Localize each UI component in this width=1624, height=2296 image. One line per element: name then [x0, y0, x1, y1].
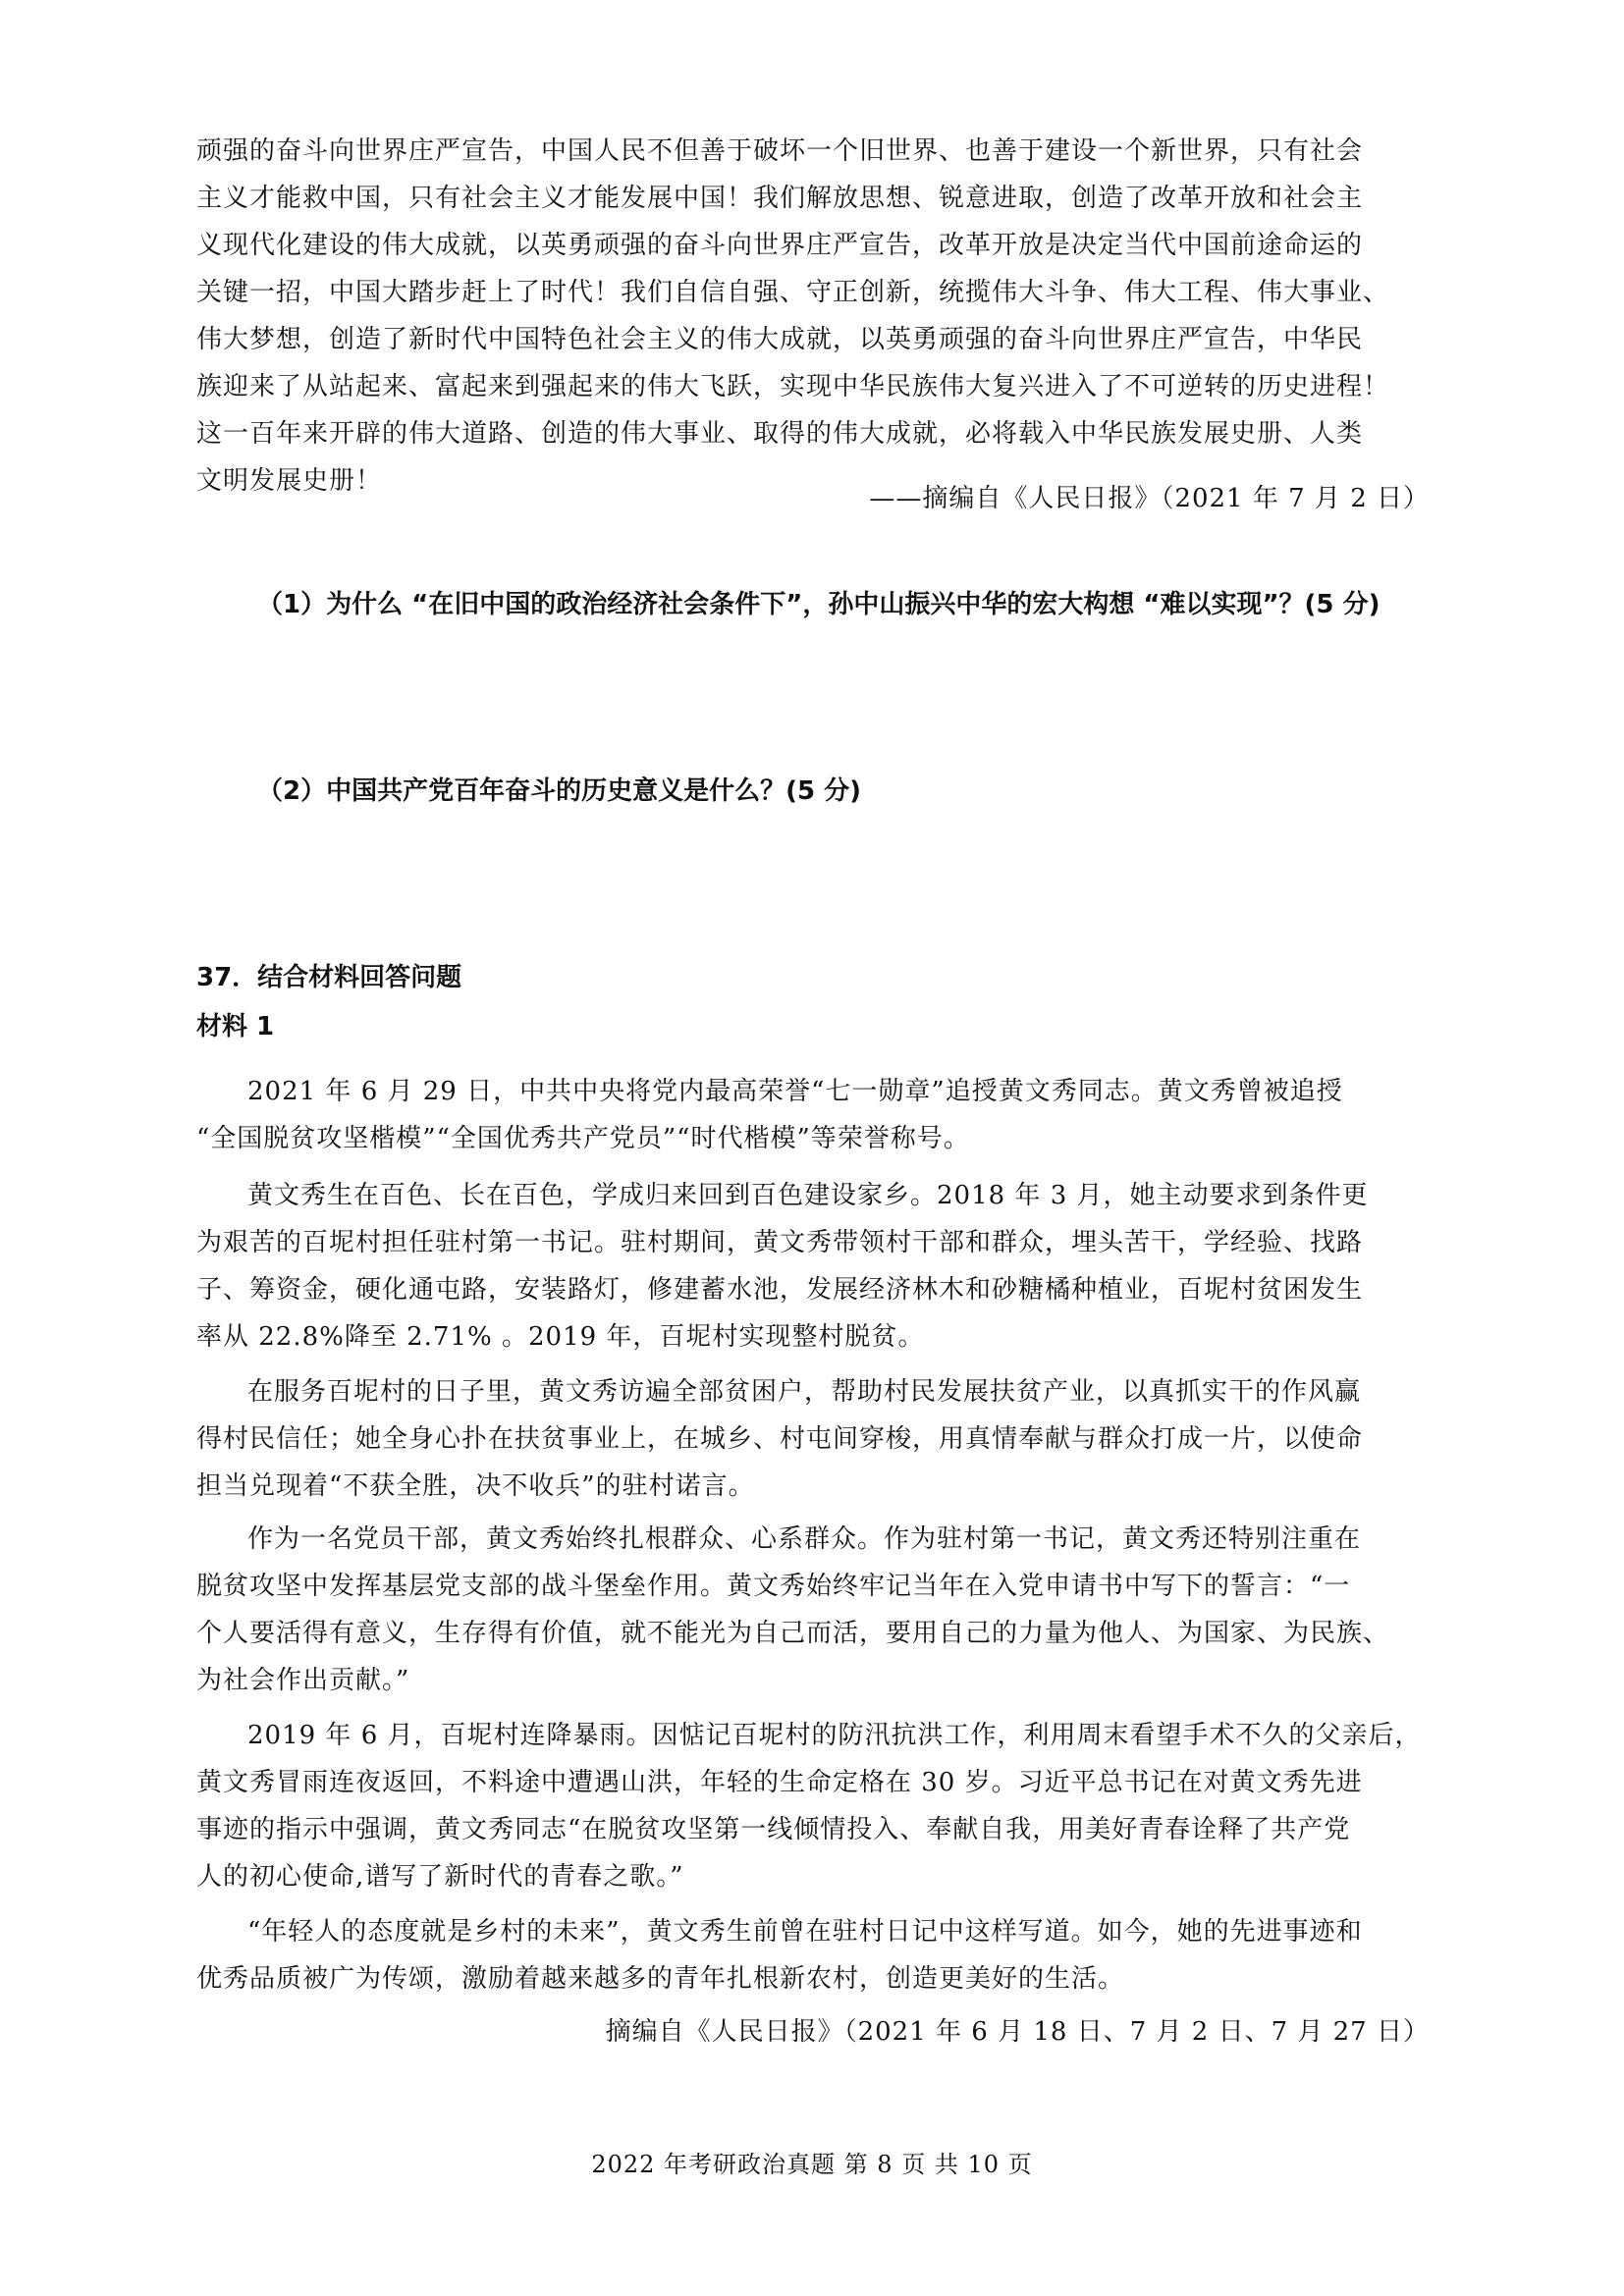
- page-footer: 2022 年考研政治真题 第 8 页 共 10 页: [591, 2151, 1033, 2178]
- material-continued: [196, 128, 1430, 505]
- paragraph-line: 为艰苦的百坭村担任驻村第一书记。驻村期间，黄文秀带领村干部和群众，埋头苦干，学经验、找路: [196, 1228, 1364, 1257]
- q37-paragraph-5: [196, 1712, 1430, 1900]
- paragraph-line: 个人要活得有意义，生存得有价值，就不能光为自己而活，要用自己的力量为他人、为国家、为民族、: [196, 1619, 1390, 1648]
- question-36-2: （2）中国共产党百年奋斗的历史意义是什么？(5 分): [257, 776, 861, 806]
- material-line: 这一百年来开辟的伟大道路、创造的伟大事业、取得的伟大成就，必将载入中华民族发展史册、人类: [196, 419, 1364, 449]
- material-line: 关键一招，中国大踏步赶上了时代！我们自信自强、守正创新，统揽伟大斗争、伟大工程、伟大事业、: [196, 278, 1390, 307]
- paragraph-line: 优秀品质被广为传颂，激励着越来越多的青年扎根新农村，创造更美好的生活。: [196, 1964, 1125, 1994]
- question-37-heading: 37．结合材料回答问题: [196, 963, 462, 992]
- q37-paragraph-1: [196, 1068, 1430, 1162]
- material-label: 材料 1: [196, 1012, 275, 1041]
- question-36-1: （1）为什么 “在旧中国的政治经济社会条件下”，孙中山振兴中华的宏大构想 “难以实现”？(5 分): [257, 590, 1380, 619]
- q37-source: [196, 2008, 1430, 2056]
- paragraph-line: “全国脱贫攻坚楷模”“全国优秀共产党员”“时代楷模”等荣誉称号。: [196, 1124, 970, 1153]
- material-source: [196, 475, 1430, 522]
- material-line: 义现代化建设的伟大成就，以英勇顽强的奋斗向世界庄严宣告，改革开放是决定当代中国前途命运的: [196, 231, 1364, 260]
- paragraph-line: 为社会作出贡献。”: [196, 1666, 410, 1695]
- q37-paragraph-2: [196, 1172, 1430, 1361]
- paragraph-line: 2019 年 6 月，百坭村连降暴雨。因惦记百坭村的防汛抗洪工作，利用周末看望手术不久的父亲后，: [247, 1721, 1422, 1750]
- paragraph-line: 事迹的指示中强调，黄文秀同志“在脱贫攻坚第一线倾情投入、奉献自我，用美好青春诠释了共产党: [196, 1815, 1351, 1844]
- paragraph-line: 黄文秀生在百色、长在百色，学成归来回到百色建设家乡。2018 年 3 月，她主动要求到条件更: [247, 1181, 1369, 1210]
- paragraph-line: 2021 年 6 月 29 日，中共中央将党内最高荣誉“七一勋章”追授黄文秀同志。黄文秀曾被追授: [247, 1077, 1343, 1106]
- paragraph-line: 黄文秀冒雨连夜返回，不料途中遭遇山洪，年轻的生命定格在 30 岁。习近平总书记在对黄文秀先进: [196, 1768, 1363, 1797]
- paragraph-line: 得村民信任；她全身心扑在扶贫事业上，在城乡、村屯间穿梭，用真情奉献与群众打成一片，以使命: [196, 1424, 1364, 1454]
- paragraph-line: 率从 22.8%降至 2.71% 。2019 年，百坭村实现整村脱贫。: [196, 1322, 925, 1352]
- paragraph-line: 在服务百坭村的日子里，黄文秀访遍全部贫困户，帮助村民发展扶贫产业，以真抓实干的作风赢: [247, 1377, 1362, 1407]
- paragraph-line: 担当兑现着“不获全胜，决不收兵”的驻村诺言。: [196, 1471, 755, 1501]
- paragraph-line: 作为一名党员干部，黄文秀始终扎根群众、心系群众。作为驻村第一书记，黄文秀还特别注重在: [247, 1524, 1362, 1554]
- paragraph-line: 脱贫攻坚中发挥基层党支部的战斗堡垒作用。黄文秀始终牢记当年在入党申请书中写下的誓言：“一: [196, 1572, 1351, 1601]
- material-line: 文明发展史册！: [196, 466, 383, 496]
- q37-paragraph-4: [196, 1516, 1430, 1704]
- source-citation: ——摘编自《人民日报》（2021 年 7 月 2 日）: [869, 484, 1430, 513]
- source-citation: 摘编自《人民日报》（2021 年 6 月 18 日、7 月 2 日、7 月 27 日）: [605, 2017, 1430, 2047]
- material-line: 伟大梦想，创造了新时代中国特色社会主义的伟大成就，以英勇顽强的奋斗向世界庄严宣告，中华民: [196, 325, 1364, 354]
- material-line: 主义才能救中国，只有社会主义才能发展中国！我们解放思想、锐意进取，创造了改革开放和社会主: [196, 184, 1364, 213]
- material-line: 族迎来了从站起来、富起来到强起来的伟大飞跃，实现中华民族伟大复兴进入了不可逆转的历史进程！: [196, 372, 1390, 401]
- paragraph-line: 子、筹资金，硬化通屯路，安装路灯，修建蓄水池，发展经济林木和砂糖橘种植业，百坭村贫困发生: [196, 1275, 1364, 1305]
- paragraph-line: 人的初心使命,谱写了新时代的青春之歌。”: [196, 1862, 684, 1892]
- q37-paragraph-6: [196, 1908, 1430, 2002]
- paragraph-line: “年轻人的态度就是乡村的未来”，黄文秀生前曾在驻村日记中这样写道。如今，她的先进事迹和: [247, 1917, 1363, 1947]
- material-line: 顽强的奋斗向世界庄严宣告，中国人民不但善于破坏一个旧世界、也善于建设一个新世界，只有社会: [196, 136, 1364, 166]
- q37-paragraph-3: [196, 1368, 1430, 1510]
